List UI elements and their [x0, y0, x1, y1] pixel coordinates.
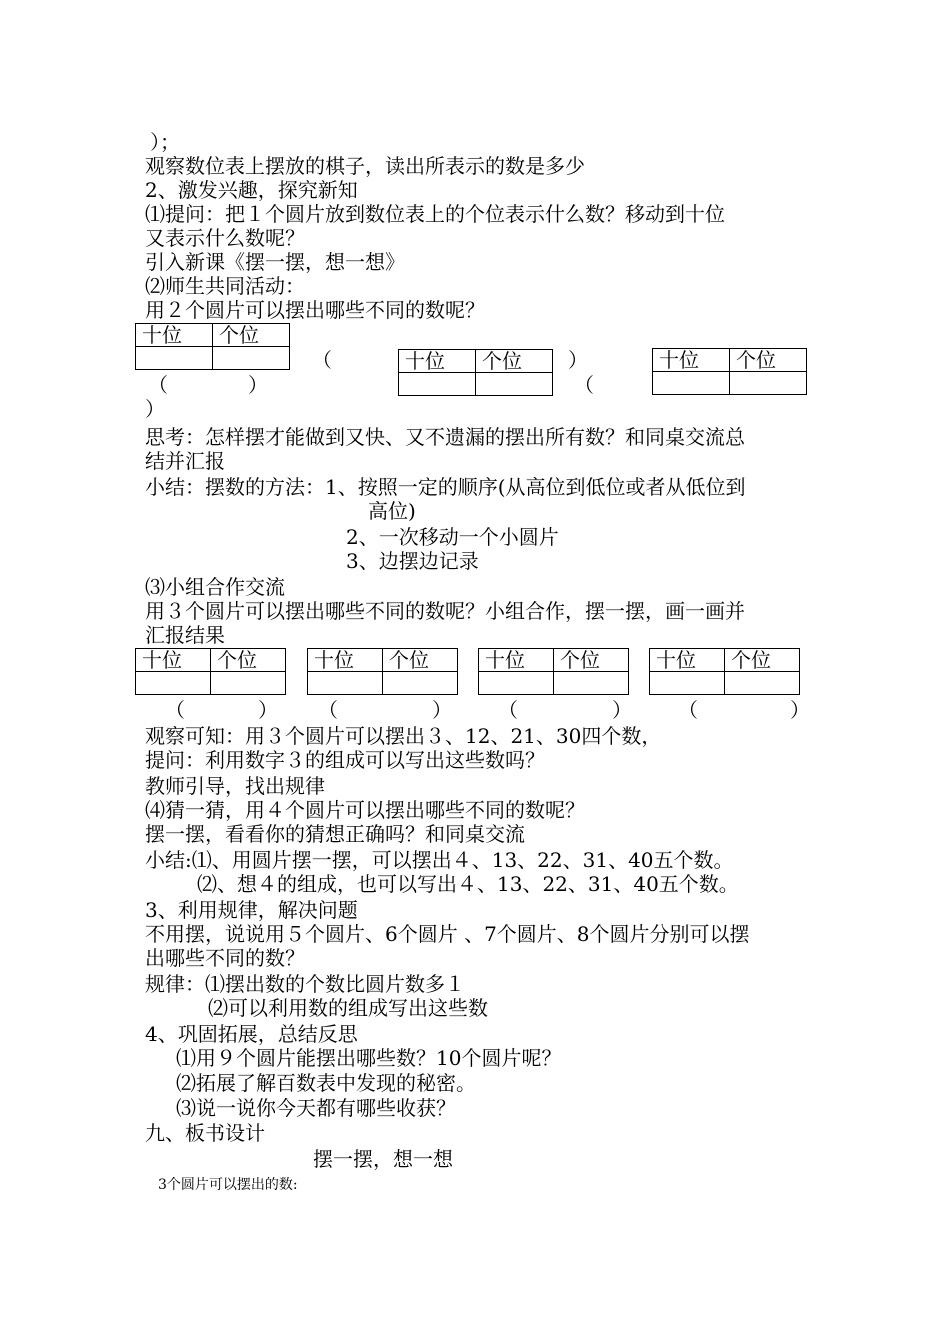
place-value-table: [652, 348, 807, 395]
ones-cell: [725, 672, 800, 695]
text-line: ⑵拓展了解百数表中发现的秘密。: [176, 1071, 476, 1095]
text-line: 用２个圆片可以摆出哪些不同的数呢？: [145, 298, 485, 322]
place-value-table: [649, 648, 800, 695]
text-line: ⑴提问：把１个圆片放到数位表上的个位表示什么数？移动到十位: [145, 202, 725, 226]
tens-header: 十位: [653, 349, 730, 372]
text-line: ⑷猜一猜，用４个圆片可以摆出哪些不同的数呢？: [145, 798, 585, 822]
place-value-table: [398, 349, 553, 396]
tens-cell: [399, 373, 476, 396]
text-line: 又表示什么数呢？: [145, 226, 305, 250]
ones-cell: [730, 372, 807, 395]
place-value-table: [135, 648, 286, 695]
text-line: 小结：摆数的方法：1、按照一定的顺序(从高位到低位或者从低位到: [145, 475, 746, 499]
ones-cell: [211, 672, 286, 695]
text-line: 规律：⑴摆出数的个数比圆片数多１: [145, 972, 465, 996]
tens-cell: [479, 672, 554, 695]
text-line: 结并汇报: [145, 449, 225, 473]
text-line: 出哪些不同的数？: [145, 946, 305, 970]
text-line: 汇报结果: [145, 623, 225, 647]
answer-paren-open: （: [498, 698, 518, 722]
text-line: 用３个圆片可以摆出哪些不同的数呢？小组合作，摆一摆，画一画并: [145, 599, 745, 623]
answer-paren-open: （: [574, 373, 594, 397]
text-line: 高位): [368, 499, 416, 523]
tens-cell: [136, 347, 213, 370]
place-value-table: [478, 648, 629, 695]
section-heading: 3、利用规律，解决问题: [145, 898, 358, 922]
answer-paren-open: （: [678, 698, 698, 722]
ones-cell: [383, 672, 458, 695]
ones-header: 个位: [213, 324, 290, 347]
text-line: 思考：怎样摆才能做到又快、又不遗漏的摆出所有数？和同桌交流总: [145, 425, 745, 449]
text-line: 不用摆，说说用５个圆片、6个圆片 、7个圆片、8个圆片分别可以摆: [145, 922, 750, 946]
ones-header: 个位: [383, 649, 458, 672]
text-line: ⑴用９个圆片能摆出哪些数？10个圆片呢？: [176, 1046, 562, 1070]
text-line: 教师引导，找出规律: [145, 774, 325, 798]
tens-header: 十位: [479, 649, 554, 672]
tens-cell: [308, 672, 383, 695]
section-heading: 4、巩固拓展，总结反思: [145, 1022, 358, 1046]
ones-cell: [213, 347, 290, 370]
answer-paren-close: ）: [612, 698, 632, 722]
tens-header: 十位: [308, 649, 383, 672]
answer-paren-close: ）: [568, 348, 588, 372]
place-value-table: [307, 648, 458, 695]
ones-cell: [554, 672, 629, 695]
answer-paren-pair: （ ）: [148, 373, 268, 397]
tens-cell: [653, 372, 730, 395]
ones-header: 个位: [725, 649, 800, 672]
tens-cell: [136, 672, 211, 695]
section-heading: 2、激发兴趣，探究新知: [145, 178, 358, 202]
tens-header: 十位: [399, 350, 476, 373]
answer-paren-close: ）: [432, 698, 452, 722]
ones-header: 个位: [554, 649, 629, 672]
text-line: ⑵师生共同活动：: [145, 274, 305, 298]
answer-paren-open: （: [318, 698, 338, 722]
answer-paren-open: （: [312, 348, 332, 372]
text-line: 摆一摆，看看你的猜想正确吗？和同桌交流: [145, 822, 525, 846]
text-line: ⑶说一说你今天都有哪些收获？: [176, 1096, 456, 1120]
text-line: 2、一次移动一个小圆片: [346, 525, 559, 549]
text-line: 3、边摆边记录: [346, 549, 479, 573]
board-note: 3个圆片可以摆出的数:: [158, 1177, 298, 1193]
ones-header: 个位: [730, 349, 807, 372]
text-line: 引入新课《摆一摆，想一想》: [145, 250, 405, 274]
board-title: 摆一摆，想一想: [313, 1147, 453, 1171]
place-value-table: [135, 323, 290, 370]
text-line: 观察可知：用３个圆片可以摆出３、12、21、30四个数，: [145, 724, 662, 748]
text-line: 提问：利用数字３的组成可以写出这些数吗？: [145, 748, 545, 772]
tens-header: 十位: [650, 649, 725, 672]
text-line: ⑵、想４的组成，也可以写出４、13、22、31、40五个数。: [197, 872, 739, 896]
answer-paren-close: ）: [790, 698, 810, 722]
answer-paren-close: ）: [258, 698, 278, 722]
answer-paren-open: （: [165, 698, 185, 722]
tens-header: 十位: [136, 649, 211, 672]
tens-cell: [650, 672, 725, 695]
tens-header: 十位: [136, 324, 213, 347]
ones-header: 个位: [211, 649, 286, 672]
ones-cell: [476, 373, 553, 396]
section-heading: 九、板书设计: [145, 1121, 265, 1145]
text-line: ⑵可以利用数的组成写出这些数: [208, 996, 488, 1020]
text-line: 小结:⑴、用圆片摆一摆，可以摆出４、13、22、31、40五个数。: [145, 848, 734, 872]
ones-header: 个位: [476, 350, 553, 373]
text-line: 观察数位表上摆放的棋子，读出所表示的数是多少: [145, 154, 585, 178]
text-line: ⑶小组合作交流: [145, 575, 285, 599]
answer-paren-close: ）: [145, 397, 165, 421]
text-line: ）；: [150, 130, 180, 154]
